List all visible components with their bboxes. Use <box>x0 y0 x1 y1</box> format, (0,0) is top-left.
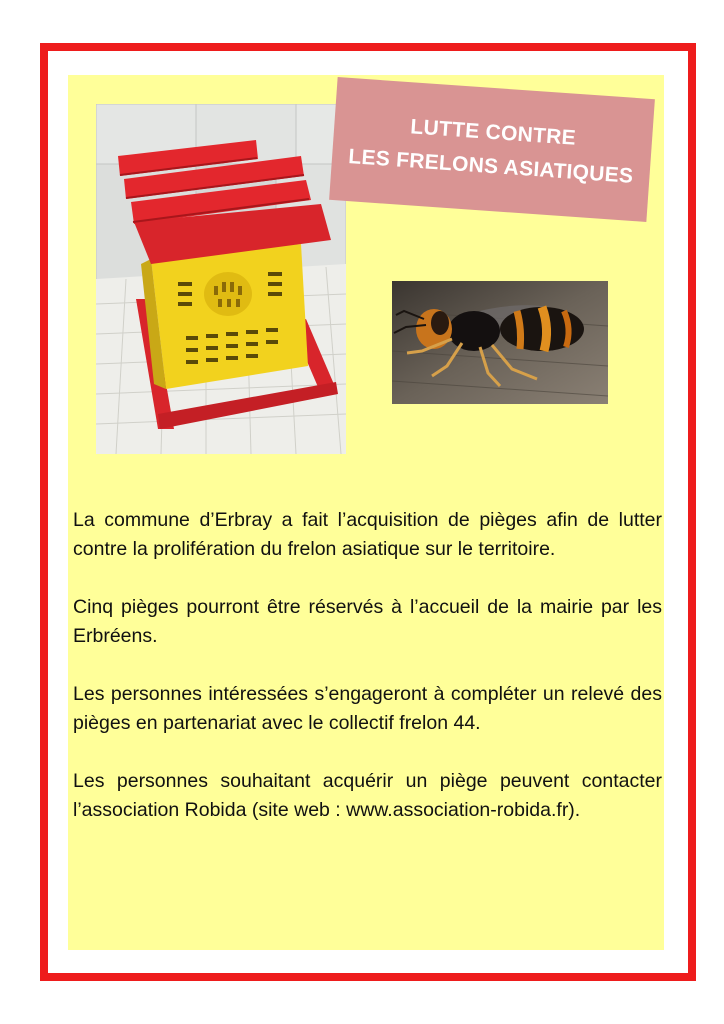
trap-photo <box>96 104 346 454</box>
title-banner <box>329 77 655 222</box>
paragraph-reservation: Cinq pièges pourront être réservés à l’accueil de la mairie par les Erbréens. <box>73 596 662 647</box>
paragraph-contact: Les personnes souhaitant acquérir un piège peuvent contacter l’association Robida (site web : www.association-robida.fr). <box>73 770 662 821</box>
paragraph-acquisition: La commune d’Erbray a fait l’acquisition de pièges afin de lutter contre la prolifération du frelon asiatique sur le territoire. <box>73 509 662 560</box>
paragraph-commitment: Les personnes intéressées s’engageront à compléter un relevé des pièges en partenariat avec le collectif frelon 44. <box>73 683 662 734</box>
title-line-1: LUTTE CONTRE <box>409 114 577 150</box>
hornet-photo <box>392 281 608 404</box>
body-text <box>73 506 662 854</box>
title-line-2: LES FRELONS ASIATIQUES <box>347 144 635 188</box>
